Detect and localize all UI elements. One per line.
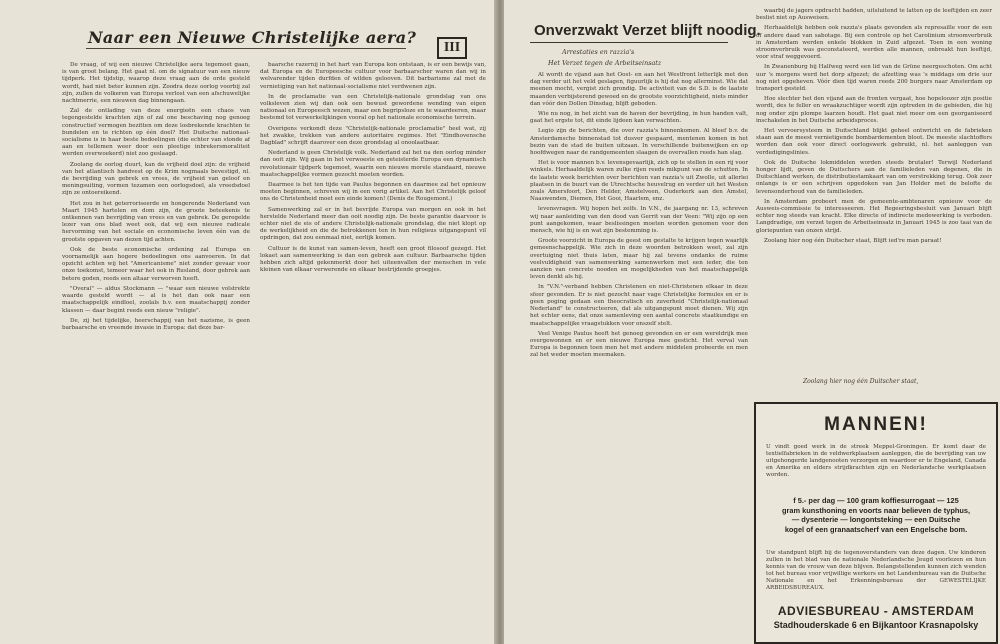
paragraph: Al wordt de vijand aan het Oost- en aan het Westfront letterlijk met den dag verder uit het veld geslagen, figuurlijk is hij dat nog allerminst. Wie dat meenen mocht, vergist zich grondig. De activiteit van de S.D. is de laatste maanden verbijsterend gewoed en de grootste voorzichtigheid, niets minder dan vóór den Dollen Dinsdag, blijft geboden. (530, 72, 748, 107)
right-page (504, 0, 1000, 644)
paragraph: Zal de ontlading van deze energieën een chaos van tegengestelde krachten zijn of zal one beschaving nog genoeg constructief vermogen bezitten om deze losbrekende krachten te bundelen en te richten op één doel? Het Duitsche nationaal-socialisme is in haar beste bedoelingen (die echter van stonde af aan en tellemen weer door een pleetige inbrekersmoraliteit werden overwoekerd) niet zoo geslaagd. (62, 108, 250, 158)
advertisement-intro: U vindt goed werk in de streek Meppel-Groningen. Er komt daar de textielfabrieken in de veldwerkplaatsen aanleggen, die de bevrijding van uw uitgehongerde landgenooten verzorgen en waardoor er te Engeland, Canada en Amerika en elders strijdkrachten zijn en Nederlandsche werkplaatsen worden. (766, 444, 986, 478)
page-headline-left: Naar een Nieuwe Christelijke aera? (88, 28, 417, 47)
paragraph: In de proclamatie van een Christelijk-nationale grondslag van ons volksleven zien wij dan ook een bewust gewordene wending van eigen nationaal en Europeesch wezen, maar een begripsloze en te waardeeren, maar bestemd tot verwerkelijkingen vooral op het nationale economische terrein. (260, 93, 486, 122)
paragraph: In "V.N."-verband hebben Christenen en niet-Christenen elkaar in deze sfeer gevonden. Er is niet gezocht naar vage Christelijke formules en er is geen poging gedaan een theocratisch en zuverheid "Christelijk-nationaal Nederland" te constructeeren, dat als uitgangspunt moet dienen. Wij zijn het echter eens, dat onze samenleving een aantal concrete staatkundige en maatschappelijke vraagstukken voor onszelf stelt. (530, 284, 748, 327)
closing-line: Zoolang hier nog één Duitscher staat, (803, 378, 919, 385)
paragraph: Herhaaldelijk hebben ook razzia's plaats gevonden als represaille voor de een of andere daad van sabotage. Bij een controle op het Carolinium stroomverbruik in Amsterdam werden enkele blokken in Zuid afgezet. Toen in een woning stroomverbruik was geconstateerd, werden alle mannen, onbreakt hun leeftijd, voor straf weggevoerd. (756, 25, 992, 61)
paragraph: In Amsterdam probeert men de gemeente-ambtenaren opnieuw voor de Ausweis-commissie te interesseeren. Het Regeeringsbesluit van Januari blijft echter nog steeds van kracht. Elke directe of indirecte medewerking is verboden. Langdradige, om verzet tegen de Arbeitseinsatz in Januari 1945 is zoo taai van de gloriepunten van onzen strijd. (756, 198, 992, 234)
subheading: Het Verzet tegen de Arbeitseinsatz (548, 59, 662, 67)
paragraph: Het is voor mannen b.v. levensgevaarlijk, zich op te stellen in een rij voor winkels. Herhaaldelijk waren zulke rijen reeds mikpunt van de schutten. In de laatste week berichten over berichten van razzia's uit Zwolle, uit allerlei plaatsen in de buurt van de Utrechtsche heuvelrug en verder uit het Westen zoals Amersfoort, Den Helder, Amstelveen, Ouderkerk aan den Amstel, Naaswenden, Diemen, Het Gooi, Haarlem, enz. (530, 160, 748, 203)
advertisement-offer (766, 496, 986, 534)
paragraph: Hoe slechter het den vijand aan de fronten vergaat, hoe hopeloozer zijn positie wordt, des te feller en wraakzuchtiger wordt zijn optreden in de gebieden, die hij nog onder zijn plompe laarzen houdt. Het gaat niet meer om een georganiseerd inschakelen in het Duitsche arbeidsproces. (756, 96, 992, 124)
paragraph: De, zij het tijdelijke, heerschappij van het nazisme, is geen barbaarsche en vreemde invasie in Europa: dat deze bar- (62, 317, 250, 331)
page-headline-right: Onverzwakt Verzet blijft noodig. (534, 22, 761, 39)
advertisement-address: Stadhouderskade 6 en Bijkantoor Krasnapolsky (773, 620, 979, 630)
advertisement-title: MANNEN! (824, 414, 928, 435)
paragraph: Nederland is geen Christelijk volk. Nederland zal het na den oorlog minder dan ooit zijn. Wij gaan in het verwoeste en geteisterde Europa een dynamisch revolutionair tijdperk tegemoet, waarin een nieuwe morele standaard, nieuwe maatschappelijke vormen gezocht moeten worden. (260, 150, 486, 178)
headline-rule (530, 42, 728, 43)
offer-line: gram kunsthoning en voorts naar believen de typhus, (781, 505, 971, 515)
paragraph: Veel Venige Paulus heeft het genoeg gevonden en er een wereldrijk mee overgewonnen en er een nieuwe Europa mee gesticht. Het verval van Europa is begonnen toen men het met andere middelen probeerde en men zal het weder moeten meemaken. (530, 330, 748, 359)
advertisement-body: Uw standpunt blijft bij de tegenoverstanders van deze dagen. Uw kinderen zullen in het blad van de nationale Nederlandsche Jeugd voorlezen en hun kennis van de vrouw van deze blijven. Belangstellenden kunnen zich wenden tot het bureau voor vrijwillige werkers en het Landenbureau van de Duitsche Nationale en het Erkenningsbureau der GEWESTELIJKE ARBEIDSBUREAUX. (766, 550, 986, 591)
paragraph: Ook de Duitsche lokmiddelen worden steeds brutaler! Terwijl Nederland honger lijdt, geven de Duitschers aan de familieleden van degenen, die in Duitschland werken, de distributiestamkaart van om verstrekking terug. Ook zeer onlangs is er een schrijven opgedoken van Jan Holder met de belofte de levensonderhoud van de familieleden. (756, 159, 992, 195)
part-number-badge: III (437, 37, 467, 59)
offer-line: kogel of een granaatscherf van een Engelsche bom. (784, 524, 968, 534)
text-column-1 (62, 62, 250, 640)
offer-line: — dysenterie — longontsteking — een Duitsche (791, 515, 961, 525)
paragraph: In Zwanenburg bij Halfweg werd een lid van de Grüne neergeschoten. Om acht uur 's morgens werd het dorp afgezet; de afzetting was 's middags om drie uur nog niet opgeheven. Vóór dien tijd waren reeds 200 burgers naar Amsterdam op transport gesteld. (756, 64, 992, 93)
paragraph: Zoolang hier nog één Duitscher staat, Blijft ied're man paraat! (764, 237, 942, 244)
paragraph: Het vervoersysteem in Duitschland blijkt geheel ontwricht en de fabrieken staan aan de meest vernietigende bombardementen bloot. De meeste slachtoffers worden dan ook voor direct oorlogswerk gebruikt, nl. het aanleggen van verdedigingslinies. (756, 128, 992, 156)
paragraph: baarsche razernij in het hart van Europa kon ontstaan, is er een bewijs van, dat Europa en de Europeesche cultuur voor barbaarscher waren dan wij in welvarender tijden durfden of wilden gelooven. Dit barbarisme zal met de vernietiging van het nationaal-socialisme niet verdwenen zijn. (260, 62, 486, 90)
subheading: Arrestaties en razzia's (562, 48, 635, 56)
paragraph: Overigens verkondt deze "Christelijk-nationale proclamatie" heel wat, zij het zwakke, trekken van andere autoritaire regimes. Het "Eindhovensche Dagblad" schrijft daarover een deze grondslag al onoolaatbaar. (260, 125, 486, 147)
advertisement-bureau: ADVIESBUREAU - AMSTERDAM (777, 604, 975, 618)
paragraph: Daarmee is het ten tijde van Paulus begonnen en daarmee zal het opnieuw moeten beginnen, schreven wij in een vorig artikel. Aan het Christelijk geloof ons de Christenheid moet een einde komen! (Denis de Rougemont.) (260, 182, 486, 203)
paragraph: Cultuur is de kunst van samen-leven, heeft een groot filosoof gezegd. Het lokaet aan samenwerking is dan een gebrek aan cultuur. Barbaarsche tijden hebben zich altijd gekenmerkt door het uiteenvallen der menschen in vele kleinen van elkaar verwerende en elkaar bestrijdende groepjes. (260, 245, 486, 274)
text-column-3 (530, 72, 748, 640)
paragraph: "Overal" — aldus Stockmann — "waar een nieuwe volstrekte waarde gesteld wordt — al is het dan ook naar een maatschappelijk eindloel, zoolals b.v. een maatschappij zonder klassen — daar begint reeds een nieuw "religie". (62, 285, 250, 314)
paragraph: Legio zijn de berichten, die over razzia's binnenkomen. Al bleef b.v. de Amsterdamsche binnenstad tot dusver gespaard, mentenen komen in het bezin van de stad de buiten uitzaan. In verschillende buitenwijken en op hoofdwegen naar de randgemeenten slaagen de overvallen reeds han slag. (530, 128, 748, 157)
paragraph: Zoolang de oorlog duurt, kan de vrijheid doel zijn: de vrijheid van het atlantisch handvest op de Krim nogmaals bevestigd, nl. de bevrijding van gebrek en vrees, de vrijheid van geloof en meningsuiting, vormen tezamen een oorlogsdoel, als vreedsdoel zijn ze ontoereikend. (62, 161, 250, 197)
headline-rule (86, 48, 406, 49)
paragraph: Ook de beste economische ordening zal Europa en voornamelijk aan hogere bedoelingen ons aanvoeren. In dat opzicht achten wij het "Americanisme" niet zonder gevaar voor onze toekomst, temeer waar het ook in Rusland, door gebrek aan betere goden, reeds een altaar verworven heeft. (62, 246, 250, 282)
paragraph: Samenwerking zal er in het bevrijde Europa van morgen en ook in het herstelde Nederland meer dan ooit noodig zijn. De beste garantie daarvoor is echter niet de eis of andere Christelijk-nationale grondslag, die niet klopt op de werkelijkheid en die de betrokkenen ten in hun religieus uitgangspunt vil opdringen, dat zou eenmaal niet, eerlijk komen. (260, 206, 486, 242)
offer-line: f 5.- per dag — 100 gram koffiesurrogaat — 125 (793, 496, 959, 505)
paragraph: Wie nu nog, in het zicht van de haven der bevrijding, in hun handen valt, gaat het ergste tot, dit einde lijdeen kan verwachten. (530, 111, 748, 125)
advertisement-box (754, 402, 998, 644)
left-page (0, 0, 496, 644)
text-column-2 (260, 62, 486, 640)
text-column-4 (756, 8, 992, 372)
paragraph: Groote voorzicht in Europa de geest om gestalte te krijgen tegen waarlijk gemeenschappelijk. Wie zich in deze woorden betrokken weet, zal zijn overtuiging niet thuis laten, maar hij zal tevens ondanks de ruime veelvuldigheid van samenwerking samenwerken met een ieder, die ten aanzien van concrete nooden en mogelijkheden van het maatschappelijk leven denkt als hij. (530, 238, 748, 281)
paragraph: waarbij de jagers opdracht hadden, uitsluitend te latten op de leeftijden en zeer beslist niet op Ausweisen. (756, 8, 992, 22)
paragraph: De vraag, of wij een nieuwe Christelijke aera tegemoet gaan, is van groot belang. Het gaat nl. om de signatuur van een nieuw tijdperk. Het tijdstip, waarop deze vraag aan de orde gesteld wordt, had niet beter kunnen zijn. Zoodra deze oorlog voorbij zal zijn, zullen de volkeren van Europa verlost van een afschuwelijke nachtmerrie, een nieuwen dag binnengaan. (62, 62, 250, 105)
paragraph: levensvragen. Wij hopen het zelfs. In V.N., de jaargang nr. 13, schreven wij naar aanleiding van den dood van Gerrit van der Veen: "Wij zijn op een punt aangekomen, waar beslissingen moeten worden genomen voor den mensch, wie hij is en wat zijn bestemming is. (530, 206, 748, 235)
paragraph: Het zou in het geterroriseerde en hongerende Nederland van Maart 1945 hartelen en dom zijn, de groote beteekenis te ontkennen van bevrijding van vrees en van gebrek. De geregelde lezer van ons blad weet ook, dat wij een nieuwe radicale hervorming van het sociale en economische leven één van de grootste opgaven van dezen tijd achten. (62, 200, 250, 243)
